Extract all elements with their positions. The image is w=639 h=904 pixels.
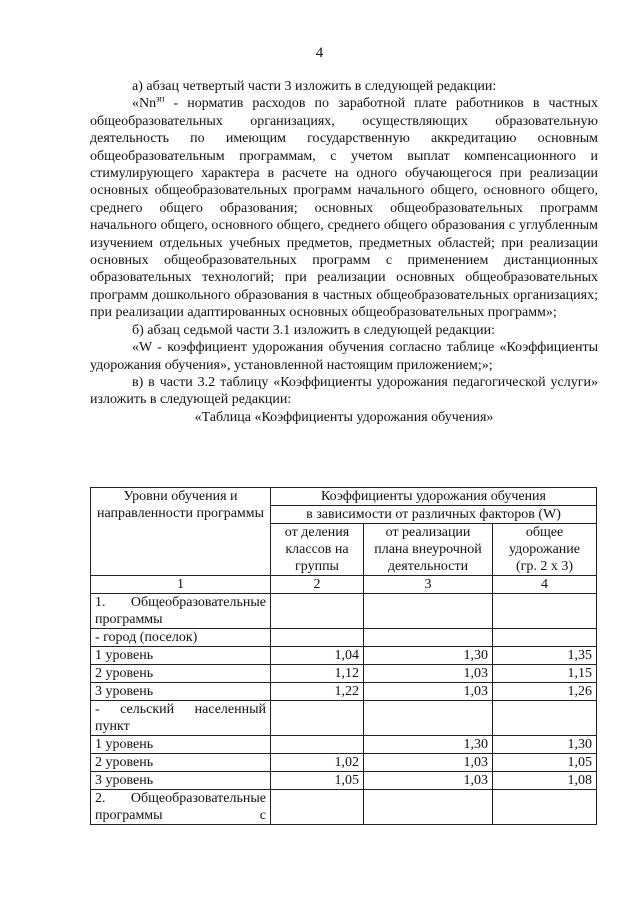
cell-division: [271, 701, 364, 736]
cell-total: [493, 594, 597, 629]
page-number: 4: [315, 45, 324, 61]
cell-extracurricular: 1,03: [364, 665, 493, 683]
cell-total: 1,30: [493, 736, 597, 754]
paragraph-a: а) абзац четвертый части 3 изложить в следующей редакции:: [132, 79, 497, 94]
paragraph-norm-definition: [90, 95, 598, 321]
norm-definition-text: - норматив расходов по заработной плате работников в частных общеобразовательных организациях, осуществляющих образовательную деятельность по имеющим государственную аккредитацию основным общеобразовательным программам, с учетом выплат компенсационного и стимулирующего характера в расчете на одного обучающегося при реализации основных общеобразовательных программ начального общего, основного общего, среднего общего образования; основных общеобразовательных программ начального общего, основного общего, среднего общего образования с углубленным изучением отдельных учебных предметов, предметных областей; при реализации основных общеобразовательных программ с применением дистанционных образовательных технологий; при реализации основных общеобразовательных программ дошкольного образования в частных общеобразовательных организациях; при реализации адаптированных основных общеобразовательных программ»;: [90, 96, 598, 321]
header-extracurricular: от реализации плана внеурочной деятельности: [364, 524, 493, 576]
norm-symbol: «Nn: [132, 96, 157, 112]
row-label: 2. Общеобразовательные программы с: [91, 790, 271, 825]
cell-total: [493, 790, 597, 825]
cell-extracurricular: [364, 790, 493, 825]
column-number: 2: [271, 576, 364, 594]
table-row: [91, 790, 597, 825]
table-row: [91, 701, 597, 736]
paragraph-c: в) в части 3.2 таблицу «Коэффициенты удорожания педагогической услуги» изложить в следующей редакции:: [90, 374, 598, 408]
cell-total: 1,05: [493, 754, 597, 772]
cell-division: 1,22: [271, 683, 364, 701]
cell-total: 1,15: [493, 665, 597, 683]
cell-division: 1,02: [271, 754, 364, 772]
row-label: 2 уровень: [91, 754, 271, 772]
row-label: 3 уровень: [91, 683, 271, 701]
cell-division: 1,05: [271, 772, 364, 790]
table-row: [91, 772, 597, 790]
cell-total: 1,35: [493, 647, 597, 665]
cell-extracurricular: 1,30: [364, 647, 493, 665]
cell-division: [271, 790, 364, 825]
row-label: - сельский населенный пункт: [91, 701, 271, 736]
cell-extracurricular: 1,03: [364, 754, 493, 772]
cell-extracurricular: 1,30: [364, 736, 493, 754]
table-row: [91, 754, 597, 772]
column-number: 4: [493, 576, 597, 594]
norm-superscript: зп: [156, 93, 165, 104]
paragraph-w-definition: «W - коэффициент удорожания обучения согласно таблице «Коэффициенты удорожания обучения», установленной настоящим приложением;»;: [90, 340, 598, 373]
cell-extracurricular: 1,03: [364, 772, 493, 790]
cell-total: [493, 629, 597, 647]
cell-extracurricular: [364, 629, 493, 647]
cell-division: 1,12: [271, 665, 364, 683]
coefficients-table: [90, 487, 597, 825]
row-label: 1 уровень: [91, 647, 271, 665]
paragraph-b: б) абзац седьмой части 3.1 изложить в следующей редакции:: [132, 322, 495, 338]
row-label: 3 уровень: [91, 772, 271, 790]
cell-total: 1,08: [493, 772, 597, 790]
column-number: 3: [364, 576, 493, 594]
cell-division: [271, 736, 364, 754]
table-row: [91, 683, 597, 701]
header-division: от деления классов на группы: [271, 524, 364, 576]
table-row: [91, 629, 597, 647]
table-row: [91, 594, 597, 629]
header-factors: в зависимости от различных факторов (W): [271, 506, 597, 524]
header-total: общее удорожание (гр. 2 х 3): [493, 524, 597, 576]
column-number: 1: [91, 576, 271, 594]
table-caption: «Таблица «Коэффициенты удорожания обучения»: [194, 409, 494, 425]
row-label: - город (поселок): [91, 629, 271, 647]
table-row: [91, 665, 597, 683]
cell-extracurricular: [364, 701, 493, 736]
header-coefficients: Коэффициенты удорожания обучения: [271, 488, 597, 506]
row-label: 1. Общеобразовательные программы: [91, 594, 271, 629]
table-row: [91, 736, 597, 754]
cell-total: 1,26: [493, 683, 597, 701]
table-row: [91, 647, 597, 665]
cell-extracurricular: 1,03: [364, 683, 493, 701]
cell-division: 1,04: [271, 647, 364, 665]
cell-extracurricular: [364, 594, 493, 629]
cell-division: [271, 594, 364, 629]
header-levels: Уровни обучения и направленности программы: [91, 488, 271, 576]
cell-total: [493, 701, 597, 736]
row-label: 1 уровень: [91, 736, 271, 754]
document-body: [90, 78, 598, 426]
cell-division: [271, 629, 364, 647]
row-label: 2 уровень: [91, 665, 271, 683]
